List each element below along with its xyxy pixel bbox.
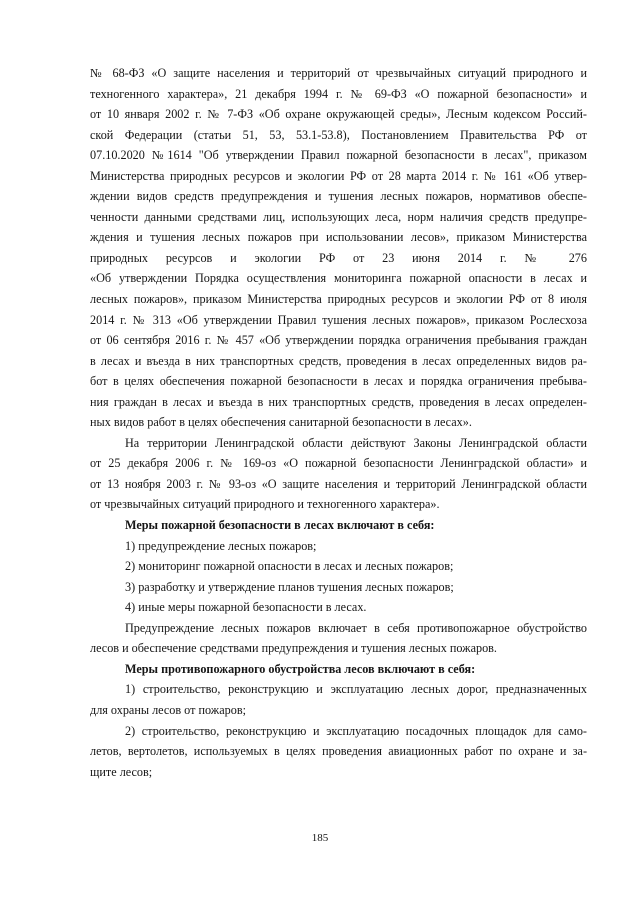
- text-line: 3) разработку и утверждение планов тушения лесных пожаров;: [125, 579, 454, 594]
- text-line: от 06 сентября 2016 г. № 457 «Об утверждении порядка ограничения пребывания граждан: [90, 333, 587, 348]
- text-line: от 10 января 2002 г. № 7-ФЗ «Об охране окружающей среды», Лесным кодексом Россий-: [90, 107, 587, 122]
- text-line: Министерства природных ресурсов и экологии РФ от 28 марта 2014 г. № 161 «Об утвер-: [90, 168, 587, 183]
- text-line: ждения и тушения лесных пожаров при использовании лесов», приказом Министерства: [90, 230, 587, 245]
- text-line: лесов и обеспечение средствами предупреждения и тушения лесных пожаров.: [90, 641, 497, 656]
- page-number: 185: [311, 832, 329, 844]
- text-line: от 25 декабря 2006 г. № 169-оз «О пожарной безопасности Ленинградской области» и: [90, 456, 587, 471]
- text-line: 1) строительство, реконструкцию и эксплуатацию лесных дорог, предназначенных: [125, 682, 587, 697]
- text-line: в лесах и въезда в них транспортных средств, проведения в лесах определенных видов ра-: [90, 353, 587, 368]
- text-line: бот в целях обеспечения пожарной безопасности в лесах и порядка ограничения пребыва-: [90, 374, 587, 389]
- text-line: Предупреждение лесных пожаров включает в себя противопожарное обустройство: [125, 620, 587, 635]
- section-heading: Меры противопожарного обустройства лесов включают в себя:: [125, 661, 476, 676]
- text-line: 2) мониторинг пожарной опасности в лесах и лесных пожаров;: [125, 559, 454, 574]
- text-line: щите лесов;: [90, 764, 153, 779]
- text-line: ждении видов средств предупреждения и тушения лесных пожаров, нормативов обеспе-: [90, 189, 587, 204]
- text-line: ченности данными средствами лиц, использующих леса, норм наличия средств предупре-: [90, 209, 587, 224]
- text-line: от 13 ноября 2003 г. № 93-оз «О защите населения и территорий Ленинградской области: [90, 476, 587, 491]
- text-line: 1) предупреждение лесных пожаров;: [125, 538, 317, 553]
- text-line: На территории Ленинградской области действуют Законы Ленинградской области: [125, 435, 587, 450]
- text-line: лесных пожаров», приказом Министерства природных ресурсов и экологии РФ от 8 июля: [90, 292, 587, 307]
- text-line: ных видов работ в целях обеспечения санитарной безопасности в лесах».: [90, 415, 472, 430]
- text-line: от чрезвычайных ситуаций природного и техногенного характера».: [90, 497, 440, 512]
- text-line: летов, вертолетов, используемых в целях проведения авиационных работ по охране и за-: [90, 744, 587, 759]
- text-line: для охраны лесов от пожаров;: [90, 702, 246, 717]
- text-line: природных ресурсов и экологии РФ от 23 июня 2014 г. № 276: [90, 250, 587, 265]
- section-heading: Меры пожарной безопасности в лесах включают в себя:: [125, 518, 435, 533]
- text-line: 4) иные меры пожарной безопасности в лесах.: [125, 600, 367, 615]
- text-line: 2014 г. № 313 «Об утверждении Правил тушения лесных пожаров», приказом Рослесхоза: [90, 312, 587, 327]
- text-line: 07.10.2020 №1614 "Об утверждении Правил пожарной безопасности в лесах", приказом: [90, 148, 587, 163]
- body-text: [90, 63, 587, 782]
- text-line: 2) строительство, реконструкцию и эксплуатацию посадочных площадок для само-: [125, 723, 587, 738]
- text-line: ния граждан в лесах и въезда в них транспортных средств, проведения в лесах определен-: [90, 394, 587, 409]
- text-line: ской Федерации (статьи 51, 53, 53.1-53.8), Постановлением Правительства РФ от: [90, 127, 587, 142]
- text-line: № 68-ФЗ «О защите населения и территорий от чрезвычайных ситуаций природного и: [90, 66, 587, 80]
- text-line: техногенного характера», 21 декабря 1994 г. № 69-ФЗ «О пожарной безопасности» и: [90, 86, 587, 101]
- text-line: «Об утверждении Порядка осуществления мониторинга пожарной опасности в лесах и: [90, 271, 587, 286]
